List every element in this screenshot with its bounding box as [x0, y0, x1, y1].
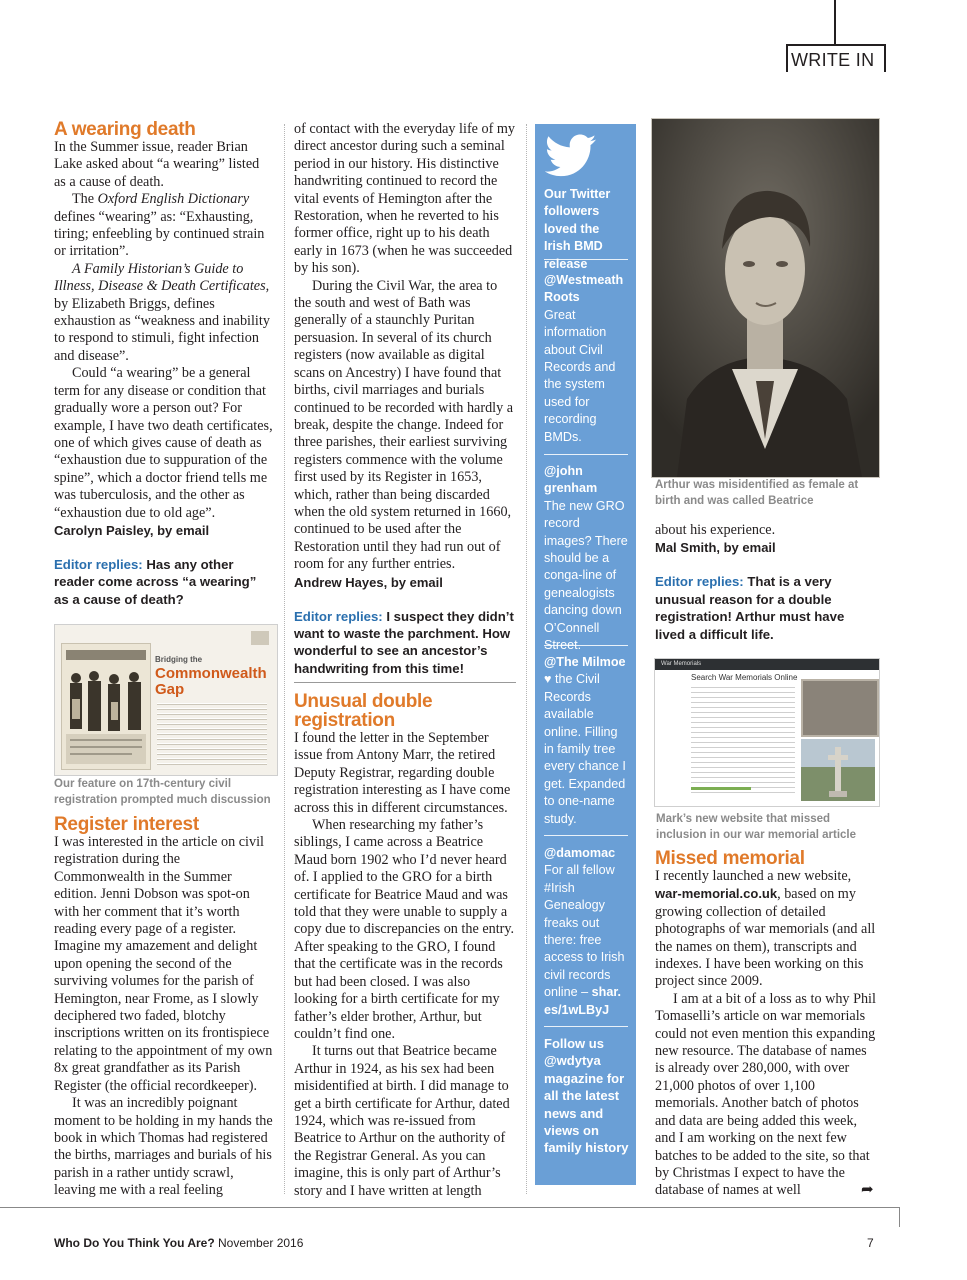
tweet-damomac: @damomac For all fellow #Irish Genealogy freaks out there: free access to Irish civil records online – shar. es/1wLByJ — [544, 846, 625, 1017]
website-link[interactable]: war-memorial.co.uk — [655, 886, 778, 902]
website-caption: Mark’s new website that missed inclusion in our war memorial article — [656, 813, 857, 841]
article-title-unusual: Unusual double registration — [294, 691, 433, 731]
arthur-photo — [651, 118, 880, 478]
header-tick — [834, 0, 836, 46]
article-title-wearing: A wearing death — [54, 119, 196, 140]
tweet-grenham: @john grenham The new GRO record images? There should be a conga-line of genealogists dancing down O’Connell Street. — [544, 464, 628, 653]
editor-reply: Editor replies: That is a very unusual reason for a double registration! Arthur must have lived a difficult life. — [655, 574, 845, 642]
paragraph: about his experience. — [655, 522, 776, 538]
column-divider — [526, 124, 527, 1194]
twitter-intro: Our Twitter followers loved the Irish BMD release — [544, 187, 611, 271]
section-label: WRITE IN — [791, 50, 875, 70]
website-screenshot — [654, 658, 880, 807]
feature-article-image — [54, 624, 278, 776]
column-1-lower — [54, 815, 274, 1200]
feature-caption: Our feature on 17th-century civil registration prompted much discussion — [54, 778, 271, 806]
page-number: 7 — [867, 1236, 874, 1250]
column-4-lower — [655, 849, 877, 1200]
memorial-plaque-photo — [801, 679, 879, 737]
letter-signature: Andrew Hayes, by email — [294, 574, 443, 590]
paragraph: It was an incredibly poignant moment to be holding in my hands the book in which Thomas had registered the births, marriages and burials of his parish in a rather untidy scrawl, leaving me with a real feeling — [54, 1095, 273, 1199]
footer-rule — [0, 1207, 900, 1208]
website-banner: War Memorials — [655, 659, 879, 670]
paragraph: The Oxford English Dictionary defines “wearing” as: “Exhausting, tiring; enfeebling by continued strain or irritation”. — [54, 191, 265, 260]
paragraph: I found the letter in the September issue from Antony Marr, the retired Deputy Registrar, regarding double registration interesting as I have come across this in different circumstances. — [294, 730, 511, 816]
website-title: Search War Memorials Online — [691, 673, 798, 682]
paragraph: When researching my father’s siblings, I came across a Beatrice Maud born 1902 who I’d never heard of. I applied to the GRO for a birth certificate for Beatrice Maud and was told that they were unable to supply a copy due to discrepancies on the entry. After speaking to the GRO, I found that the certificate was in the records but had been closed. I was also looking for a birth certificate for my father’s elder brother, Arthur, but couldn’t find one. — [294, 817, 515, 1042]
website-link-text — [691, 787, 751, 790]
feature-title-small: Bridging the — [155, 655, 203, 664]
column-divider — [284, 124, 285, 1194]
tweet-divider — [544, 259, 628, 260]
tweet-milmoe: @The Milmoe ♥ the Civil Records available online. Filling in family tree every chance I get. Expanded to one-name study. — [544, 655, 626, 826]
editor-reply: Editor replies: Has any other reader come across “a wearing” as a cause of death? — [54, 556, 257, 607]
feature-title-gap: Gap — [155, 681, 185, 698]
paragraph: Could “a wearing” be a general term for any disease or condition that gradually wore a person out? For example, I have two death certificates, one of which gives cause of death as “exhaustion due to suppuration of the spine”, which a doctor friend tells me was tuberculosis, and the other as “exhaustion due to old age”. — [54, 365, 273, 521]
paragraph: In the Summer issue, reader Brian Lake asked about “a wearing” listed as a cause of death. — [54, 139, 260, 190]
column-1 — [54, 120, 274, 608]
section-rule — [294, 682, 516, 683]
column-4 — [655, 522, 877, 643]
continue-arrow-icon: ➦ — [861, 1181, 874, 1198]
tweet-westmeath: @Westmeath Roots Great information about Civil Records and the system used for recording BMDs. — [544, 273, 624, 444]
article-title-register: Register interest — [54, 814, 199, 835]
text-column-lines — [157, 703, 267, 765]
footer-publication: Who Do You Think You Are? November 2016 — [54, 1236, 304, 1250]
paragraph: I recently launched a new website, war-memorial.co.uk, based on my growing collection of detailed photographs of war memorials (and all the names on them), transcripts and indexes. I have been working on this project since 2009. — [655, 868, 876, 990]
paragraph: I was interested in the article on civil registration during the Commonwealth in the Summer edition. Jenni Dobson was spot-on with her comment that it’s worth reading every page of a register. Imagine my amazement and delight upon opening the second of the surviving volumes for the parish of Hemington, near Frome, as I slowly deciphered two faded, blotchy inscriptions written on its frontispiece relating to the appointment of my own 8x great grandfather as its Parish Register (the official recordkeeper). — [54, 834, 273, 1094]
editor-reply: Editor replies: I suspect they didn’t want to waste the parchment. How wonderful to see an ancestor’s handwriting from this time! — [294, 608, 514, 676]
tweet-divider — [544, 1026, 628, 1027]
photo-caption: Arthur was misidentified as female at birth and was called Beatrice — [655, 479, 859, 507]
footer-rule-end — [899, 1207, 900, 1227]
paragraph: I am at a bit of a loss as to why Phil Tomaselli’s article on war memorials could not even mention this expanding new resource. The database of names is already over 280,000, with over 21,000 photos of over 1,100 memorials. Another batch of photos and data are being added this week, and I am working on the next few batches to be added to the site, so that by Christmas I expect to have the database of names at well — [655, 990, 876, 1199]
twitter-sidebar — [535, 124, 636, 1185]
tweet-link[interactable]: shar. es/1wLByJ — [544, 985, 622, 1017]
column-2 — [294, 121, 516, 677]
twitter-bird-icon — [545, 134, 597, 178]
engraving-illustration — [61, 643, 151, 770]
paragraph: It turns out that Beatrice became Arthur in 1924, as his sex had been misidentified at birth. I did manage to get a birth certificate for Arthur, dated 1924, which was re-issued from Beatrice to Arthur on the authority of the Registrar General. As you can imagine, this is only part of Arthur’s story and I have written at length — [294, 1043, 510, 1199]
letter-signature: Carolyn Paisley, by email — [54, 522, 210, 538]
article-title-missed: Missed memorial — [655, 848, 805, 869]
tweet-divider — [544, 454, 628, 455]
follow-us: Follow us @wdytya magazine for all the latest news and views on family history — [544, 1036, 629, 1156]
feature-title-main: Commonwealth — [155, 665, 267, 682]
logo-badge — [251, 631, 269, 645]
website-text-block — [691, 685, 795, 795]
paragraph: During the Civil War, the area to the south and west of Bath was generally of a staunchly Puritan persuasion. In several of its church registers (now available as digital scans on Ancestry) I have found that births, civil marriages and burials continued to be recorded with hardly a break, despite the change. Indeed for three parishes, their earliest surviving registers commence with the volume first used by its Register in 1653, which, rather than being discarded when the old system returned in 1660, continued to be used after the Restoration until they had run out of room for any further entries. — [294, 277, 514, 573]
paragraph: A Family Historian’s Guide to Illness, Disease & Death Certificates, by Elizabeth Briggs, defines exhaustion as “weakness and inability to respond to stimuli, fight infection and disease”. — [54, 260, 270, 364]
paragraph: of contact with the everyday life of my direct ancestor during such a seminal period in our history. His distinctive handwriting continued to record the vital events of Hemington after the Restoration, when he reverted to his former office, right up to his death early in 1673 (when he was succeeded by his son). — [294, 121, 516, 277]
tweet-divider — [544, 645, 628, 646]
column-2-lower — [294, 692, 516, 1200]
letter-signature: Mal Smith, by email — [655, 540, 776, 556]
memorial-cross-photo — [801, 739, 875, 801]
tweet-divider — [544, 835, 628, 836]
